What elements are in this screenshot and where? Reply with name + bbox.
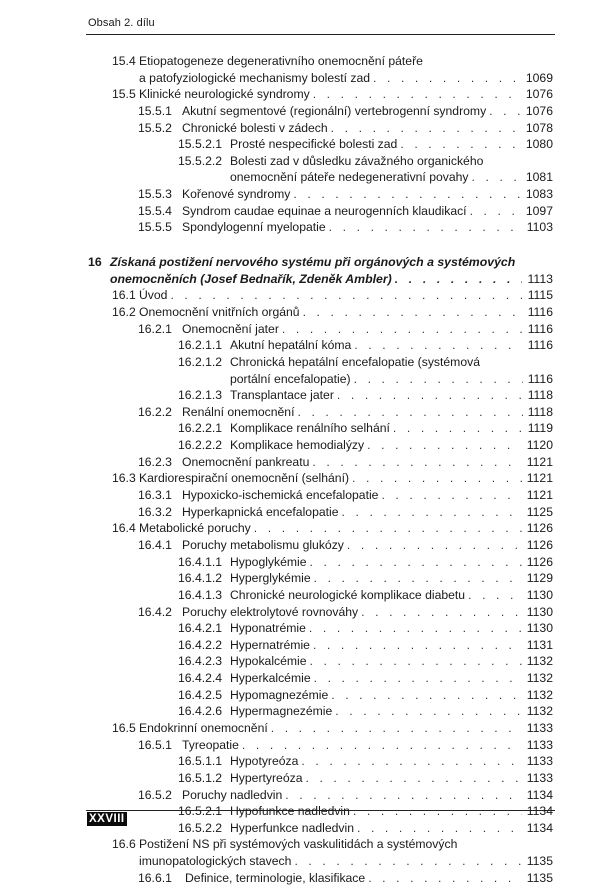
toc-entry-number: 15.4 [112,54,136,68]
toc-entry-number: 16.4.2.1 [178,621,223,636]
toc-entry [0,470,600,487]
toc-entry-page: 1083 [525,187,553,202]
toc-entry-number: 16 [88,255,102,270]
toc-entry-number: 16.4.2.3 [178,654,223,669]
toc-entry-title: Postižení NS při systémových vaskulitidách a systémových [139,837,458,852]
toc-entry [0,853,600,870]
toc-entry-title: Klinické neurologické syndromy [139,87,310,102]
toc-entry-page: 1076 [525,103,553,118]
toc-entry-number: 16.5.1.1 [178,754,223,769]
toc-entry-title: Hyperglykémie [230,571,311,586]
toc-entry [0,587,600,604]
dot-leader [367,437,522,453]
toc-entry-title: Transplantace jater [230,388,334,403]
toc-entry-title: Onemocnění jater [182,321,279,336]
dot-leader [301,753,521,769]
dot-leader [310,653,522,669]
dot-leader [335,703,521,719]
dot-leader [313,637,522,653]
toc-entry [0,120,600,137]
toc-entry-number: 16.2.1.1 [178,338,223,353]
toc-entry [0,620,600,637]
toc-entry-page: 1125 [526,504,553,519]
toc-entry-page: 1132 [526,654,553,669]
toc-entry-page: 1132 [526,704,553,719]
toc-entry-number: 16.5.1 [138,737,172,752]
toc-entry-title: Kardiorespirační onemocnění (selhání) [139,471,350,486]
toc-entry-title: Spondylogenní myelopatie [182,220,326,235]
dot-leader [400,136,521,152]
toc-entry-number: 16.6.1 [138,870,172,885]
toc-entry-page: 1130 [526,604,553,619]
toc-entry-title: Hyponatrémie [230,621,306,636]
dot-leader [337,387,523,403]
toc-entry-page: 1076 [525,87,553,102]
toc-entry [0,387,600,404]
toc-entry-title: Etiopatogeneze degenerativního onemocnění páteře [139,54,423,68]
toc-entry-page: 1131 [526,637,553,652]
dot-leader [331,687,522,703]
dot-leader [314,670,522,686]
dot-leader [347,537,522,553]
dot-leader [472,169,521,185]
toc-entry-page: 1121 [526,488,553,503]
toc-entry-number: 16.5.1.2 [178,770,223,785]
toc-entry-page: 1132 [526,687,553,702]
toc-entry-number: 16.4.1.1 [178,554,223,569]
toc-entry-page: 1135 [526,870,553,885]
dot-leader [282,321,523,337]
toc-entry [0,86,600,103]
toc-entry-page: 1121 [526,454,553,469]
toc-entry-page: 1134 [526,804,553,819]
toc-entry-page: 1132 [526,671,553,686]
dot-leader [354,371,523,387]
toc-entry-page: 1126 [526,537,553,552]
toc-entry-number: 16.1 [112,288,136,303]
toc-entry-title: Hypokalcémie [230,654,307,669]
toc-entry-title: Akutní segmentové (regionální) vertebrogenní syndromy [182,103,487,118]
toc-entry [0,321,600,338]
toc-entry [0,720,600,737]
toc-entry-title: Metabolické poruchy [139,521,251,536]
dot-leader [170,287,522,303]
toc-entry-title: Hypomagnezémie [230,687,329,702]
toc-entry-page: 1126 [526,554,553,569]
toc-entry [0,537,600,554]
dot-leader [468,587,522,603]
toc-entry [0,354,600,371]
toc-entry [0,870,600,886]
toc-entry-title: Poruchy metabolismu glukózy [182,537,344,552]
toc-entry-number: 15.5.2 [138,120,172,135]
toc-entry [0,554,600,571]
toc-entry [0,637,600,654]
toc-entry-title: Poruchy nadledvin [182,787,283,802]
toc-entry-page: 1116 [527,371,553,386]
toc-entry-title: Hyperfunkce nadledvin [230,820,354,835]
toc-entry-number: 16.4.2.5 [178,687,223,702]
dot-leader [314,570,522,586]
toc-entry-title: Komplikace renálního selhání [230,421,390,436]
toc-entry-page: 1116 [527,304,553,319]
toc-entry-page: 1130 [526,621,553,636]
dot-leader [353,803,522,819]
toc-entry-title: Bolesti zad v důsledku závažného organického [230,153,484,168]
dot-leader [368,870,522,886]
toc-entry-number: 16.3.2 [138,504,172,519]
toc-entry [0,570,600,587]
toc-entry-title: Endokrinní onemocnění [139,720,268,735]
toc-entry [0,437,600,454]
footer-rule [86,810,555,811]
dot-leader [470,203,521,219]
toc-entry-title: portální encefalopatie) [230,371,351,386]
toc-entry-title: Syndrom caudae equinae a neurogenních klaudikací [182,203,467,218]
toc-entry [0,219,600,236]
toc-entry-title: Hypoglykémie [230,554,307,569]
toc-entry-title: Získaná postižení nervového systému při orgánových a systémových [110,255,516,270]
toc-entry-page: 1078 [525,120,553,135]
toc-entry-number: 15.5 [112,87,136,102]
toc-entry-page: 1081 [525,170,553,185]
toc-entry-number: 16.3 [112,471,136,486]
dot-leader [342,504,522,520]
toc-entry-number: 15.5.4 [138,203,172,218]
dot-leader [489,103,521,119]
toc-entry [0,670,600,687]
toc-entry [0,371,600,388]
dot-leader [331,120,521,136]
dot-leader [357,820,522,836]
toc-entry-number: 16.2.2.2 [178,438,223,453]
table-of-contents [0,53,600,886]
dot-leader [285,787,522,803]
toc-entry-page: 1097 [525,203,553,218]
toc-entry-number: 16.4.2.2 [178,637,223,652]
toc-entry-number: 16.2.2.1 [178,421,223,436]
dot-leader [395,271,523,287]
toc-chapter-line [0,254,600,271]
toc-entry [0,287,600,304]
toc-entry-title: a patofyziologické mechanismy bolestí zad [139,70,371,85]
dot-leader [242,737,522,753]
toc-entry-number: 16.4.2.6 [178,704,223,719]
toc-entry-number: 15.5.2.1 [178,137,223,152]
dot-leader [373,70,521,86]
toc-entry [0,103,600,120]
toc-entry [0,836,600,853]
dot-leader [313,86,521,102]
toc-entry-page: 1120 [526,438,553,453]
toc-entry [0,653,600,670]
toc-entry [0,304,600,321]
toc-entry-number: 16.2.1 [138,321,172,336]
toc-entry-page: 1115 [527,288,553,303]
toc-entry [0,70,600,87]
dot-leader [305,770,521,786]
toc-entry-title: Hypertyreóza [230,770,303,785]
toc-entry-page: 1134 [526,820,553,835]
toc-entry-number: 16.4.2 [138,604,172,619]
toc-entry [0,420,600,437]
toc-entry-page: 1116 [527,338,553,353]
toc-entry-title: Hypotyreóza [230,754,299,769]
toc-entry-title: Úvod [139,288,168,303]
toc-entry-title: Chronická hepatální encefalopatie (systémová [230,354,480,369]
toc-entry-number: 15.5.3 [138,187,172,202]
toc-entry [0,186,600,203]
toc-entry-title: Hypofunkce nadledvin [230,804,350,819]
toc-entry-number: 16.3.1 [138,488,172,503]
toc-entry-page: 1133 [526,737,553,752]
toc-entry [0,520,600,537]
toc-entry-title: Hypermagnezémie [230,704,333,719]
dot-leader [310,554,522,570]
toc-entry-number: 16.2.1.3 [178,388,223,403]
toc-entry [0,787,600,804]
toc-entry [0,203,600,220]
toc-entry-number: 16.4.2.4 [178,671,223,686]
toc-entry-page: 1116 [527,321,553,336]
toc-entry-page: 1130 [526,587,553,602]
toc-entry-title: onemocněních (Josef Bednařík, Zdeněk Ambler) [110,271,392,286]
toc-entry-title: Renální onemocnění [182,404,295,419]
toc-entry-page: 1135 [526,854,553,869]
toc-entry-number: 16.2.1.2 [178,354,223,369]
toc-entry-page: 1133 [526,754,553,769]
toc-entry-page: 1113 [527,271,553,286]
dot-leader [361,604,522,620]
toc-entry-page: 1118 [527,404,553,419]
toc-entry [0,737,600,754]
toc-entry-number: 16.4.1 [138,537,172,552]
toc-chapter-line [0,271,600,288]
toc-entry [0,687,600,704]
dot-leader [381,487,521,503]
toc-entry-number: 15.5.5 [138,220,172,235]
toc-entry [0,454,600,471]
header-rule [86,34,555,35]
running-head: Obsah 2. dílu [88,17,155,29]
dot-leader [297,404,522,420]
dot-leader [294,853,521,869]
toc-entry-title: Prosté nespecifické bolesti zad [230,137,398,152]
toc-entry-number: 16.5.2.1 [178,804,223,819]
toc-entry-number: 16.2 [112,304,136,319]
toc-entry-title: Tyreopatie [182,737,239,752]
toc-entry-title: Onemocnění pankreatu [182,454,310,469]
toc-entry-title: Chronické bolesti v zádech [182,120,328,135]
dot-leader [329,219,522,235]
toc-entry-page: 1134 [526,787,553,802]
toc-entry-number: 16.5 [112,720,136,735]
toc-entry-title: Poruchy elektrolytové rovnováhy [182,604,359,619]
toc-entry-title: Hyperkapnická encefalopatie [182,504,339,519]
dot-leader [393,420,523,436]
dot-leader [312,454,521,470]
toc-entry-number: 15.5.1 [138,103,172,118]
toc-entry [0,487,600,504]
toc-entry [0,404,600,421]
toc-entry-page: 1103 [526,220,553,235]
toc-entry-page: 1129 [526,571,553,586]
toc-entry-number: 16.4.1.2 [178,571,223,586]
toc-entry [0,53,600,70]
toc-entry-title: Hyperkalcémie [230,671,311,686]
dot-leader [271,720,522,736]
toc-entry [0,604,600,621]
dot-leader [309,620,522,636]
toc-entry-page: 1121 [526,471,553,486]
toc-entry-page: 1069 [525,70,553,85]
toc-entry-page: 1080 [525,137,553,152]
toc-entry [0,753,600,770]
toc-entry-page: 1119 [527,421,553,436]
toc-entry [0,770,600,787]
toc-entry [0,136,600,153]
toc-entry-page: 1126 [526,521,553,536]
dot-leader [352,470,522,486]
toc-entry-title: Definice, terminologie, klasifikace [185,870,366,885]
toc-entry-title: Komplikace hemodialýzy [230,438,365,453]
toc-entry-title: Chronické neurologické komplikace diabetu [230,587,466,602]
dot-leader [293,186,520,202]
toc-entry-number: 16.2.2 [138,404,172,419]
toc-entry-title: Hypoxicko-ischemická encefalopatie [182,488,379,503]
toc-entry-title: Hypernatrémie [230,637,310,652]
toc-entry-title: onemocnění páteře nedegenerativní povahy [230,170,469,185]
toc-entry-number: 16.4.1.3 [178,587,223,602]
dot-leader [303,304,523,320]
toc-entry-title: imunopatologických stavech [139,854,292,869]
toc-entry-title: Kořenové syndromy [182,187,291,202]
toc-entry-title: Akutní hepatální kóma [230,338,352,353]
toc-entry-number: 16.5.2 [138,787,172,802]
dot-leader [354,337,522,353]
toc-entry-page: 1118 [527,388,553,403]
toc-entry-page: 1133 [526,770,553,785]
toc-entry-page: 1133 [526,720,553,735]
toc-entry-title: Onemocnění vnitřních orgánů [139,304,300,319]
toc-entry [0,504,600,521]
toc-entry-number: 15.5.2.2 [178,153,223,168]
page-number: XXVIII [89,813,125,825]
toc-entry [0,337,600,354]
toc-entry-number: 16.2.3 [138,454,172,469]
toc-entry-number: 16.5.2.2 [178,820,223,835]
toc-entry [0,703,600,720]
toc-entry [0,153,600,170]
toc-entry-number: 16.4 [112,521,136,536]
toc-entry-number: 16.6 [112,837,136,852]
toc-entry [0,169,600,186]
dot-leader [254,520,522,536]
